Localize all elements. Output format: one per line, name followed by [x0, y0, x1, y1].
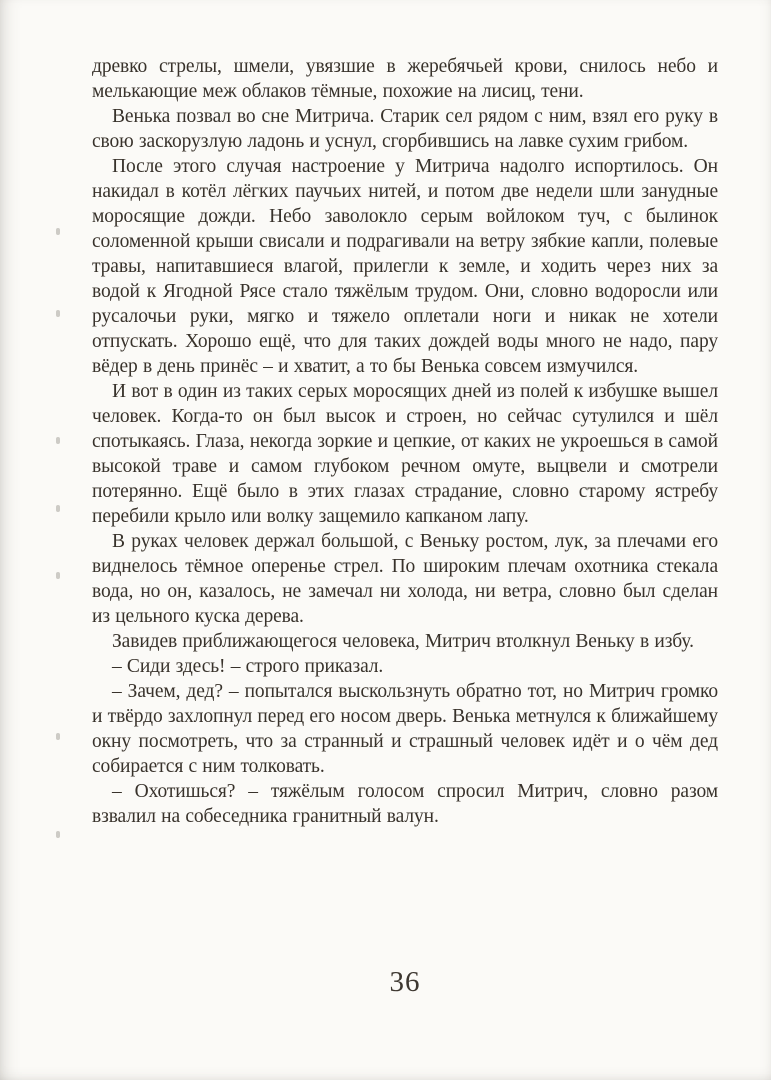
paragraph: Завидев приближающегося человека, Митрич втолкнул Веньку в избу. — [112, 631, 694, 652]
page-number: 36 — [389, 966, 421, 998]
paragraph: После этого случая настроение у Митрича надолго испортилось. Он накидал в котёл лёгких паучьих нитей, и потом две недели шли занудные моросящие дожди. Небо заволокло серым войлоком туч, с былинок соломенной крыши свисали и подрагивали на ветру зябкие капли, полевые травы, напитавшиеся влагой, прилегли к земле, и ходить через них за водой к Ягодной Рясе стало тяжёлым трудом. Они, словно водоросли или русалочьи руки, мягко и тяжело оплетали ноги и никак не хотели отпускать. Хорошо ещё, что для таких дождей воды много не надо, пару вёдер в день принёс – и хватит, а то бы Венька совсем измучился. — [92, 156, 718, 377]
scan-artifact — [56, 310, 60, 317]
paragraph: – Охотишься? – тяжёлым голосом спросил Митрич, словно разом взвалил на собеседника гранитный валун. — [92, 781, 718, 827]
scan-artifact — [56, 505, 60, 512]
scan-artifact — [56, 437, 60, 444]
paragraph: Венька позвал во сне Митрича. Старик сел рядом с ним, взял его руку в свою заскорузлую ладонь и уснул, сгорбившись на лавке сухим грибом. — [92, 106, 718, 152]
page-text — [92, 54, 718, 829]
scan-artifact — [56, 733, 60, 740]
scan-artifact — [56, 572, 60, 579]
paragraph: – Зачем, дед? – попытался выскользнуть обратно тот, но Митрич громко и твёрдо захлопнул перед его носом дверь. Венька метнулся к ближайшему окну посмотреть, что за странный и страшный человек идёт и о чём дед собирается с ним толковать. — [92, 681, 718, 777]
paragraph: – Сиди здесь! – строго приказал. — [112, 656, 384, 677]
scan-artifact — [56, 831, 60, 838]
paragraph: И вот в один из таких серых моросящих дней из полей к избушке вышел человек. Когда-то он был высок и строен, но сейчас сутулился и шёл спотыкаясь. Глаза, некогда зоркие и цепкие, от каких не укроешься в самой высокой траве и самом глубоком речном омуте, выцвели и смотрели потерянно. Ещё было в этих глазах страдание, словно старому ястребу перебили крыло или волку защемило капканом лапу. — [92, 381, 718, 527]
paragraph: древко стрелы, шмели, увязшие в жеребячьей крови, снилось небо и мелькающие меж облаков тёмные, похожие на лисиц, тени. — [92, 56, 718, 102]
scan-artifact — [56, 228, 60, 235]
paragraph: В руках человек держал большой, с Веньку ростом, лук, за плечами его виднелось тёмное оперенье стрел. По широким плечам охотника стекала вода, но он, казалось, не замечал ни холода, ни ветра, словно был сделан из цельного куска дерева. — [92, 531, 718, 627]
